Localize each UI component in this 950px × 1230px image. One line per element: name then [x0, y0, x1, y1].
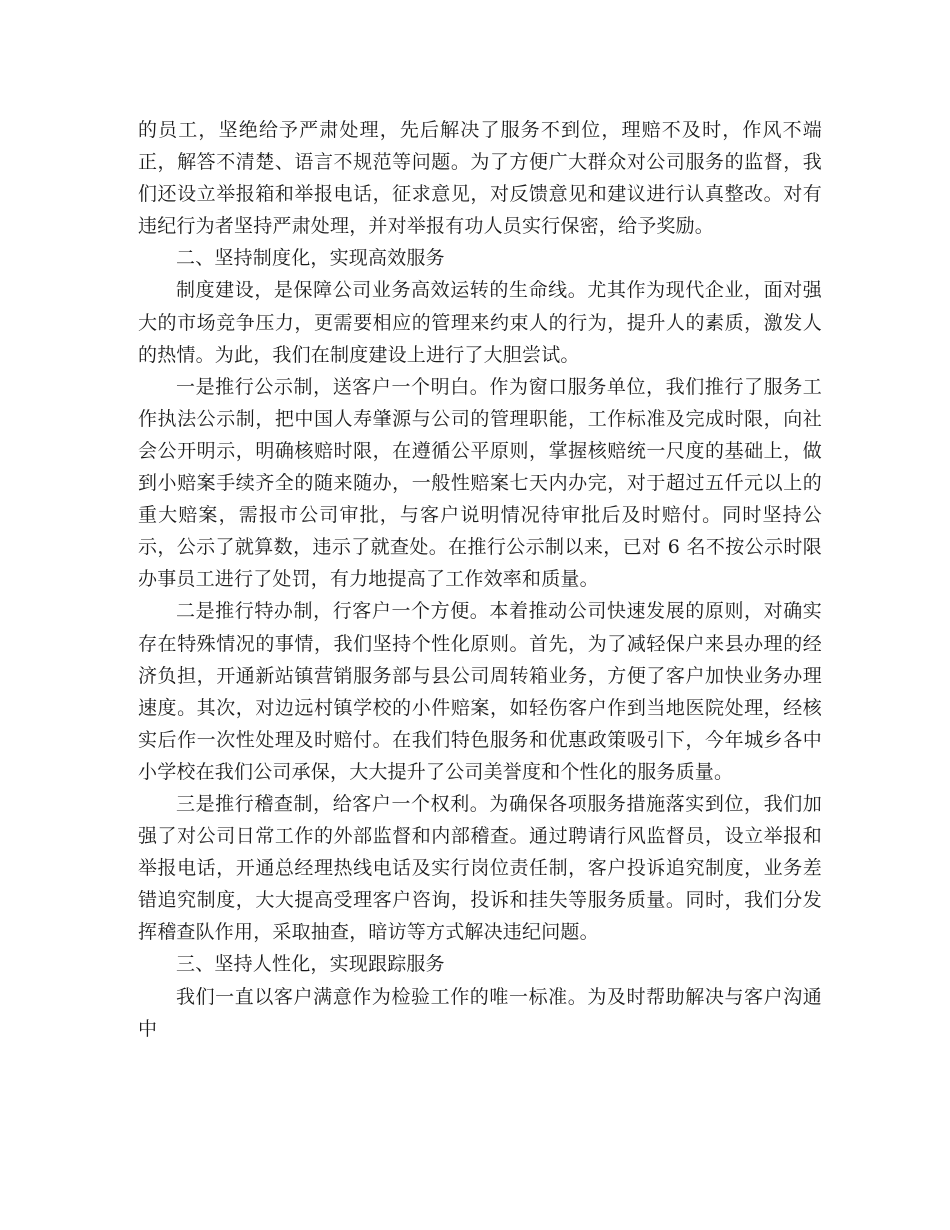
paragraph-system-building: 制度建设，是保障公司业务高效运转的生命线。尤其作为现代企业，面对强大的市场竞争压力，更需要相应的管理来约束人的行为，提升人的素质，激发人的热情。为此，我们在制度建设上进行了大胆尝试。 — [138, 279, 822, 366]
section-heading-humanization: 三、坚持人性化，实现跟踪服务 — [176, 953, 445, 976]
paragraph-customer-satisfaction: 我们一直以客户满意作为检验工作的唯一标准。为及时帮助解决与客户沟通中 — [138, 985, 822, 1040]
document-body — [138, 114, 822, 1045]
paragraph-inspection-system: 三是推行稽查制，给客户一个权利。为确保各项服务措施落实到位，我们加强了对公司日常工作的外部监督和内部稽查。通过聘请行风监督员，设立举报和举报电话，开通总经理热线电话及实行岗位责任制，客户投诉追究制度，业务差错追究制度，大大提高受理客户咨询，投诉和挂失等服务质量。同时，我们分发挥稽查队作用，采取抽查，暗访等方式解决违纪问题。 — [138, 792, 822, 944]
section-heading-institutionalization: 二、坚持制度化，实现高效服务 — [176, 247, 445, 270]
paragraph-publicity-system: 一是推行公示制，送客户一个明白。作为窗口服务单位，我们推行了服务工作执法公示制，把中国人寿肇源与公司的管理职能，工作标准及完成时限，向社会公开明示，明确核赔时限，在遵循公平原则，掌握核赔统一尺度的基础上，做到小赔案手续齐全的随来随办，一般性赔案七天内办完，对于超过五仟元以上的重大赔案，需报市公司审批，与客户说明情况待审批后及时赔付。同时坚持公示，公示了就算数，违示了就查处。在推行公示制以来，已对 6 名不按公示时限办事员工进行了处罚，有力地提高了工作效率和质量。 — [138, 375, 822, 591]
paragraph-special-handling-system: 二是推行特办制，行客户一个方便。本着推动公司快速发展的原则，对确实存在特殊情况的事情，我们坚持个性化原则。首先，为了减轻保户来县办理的经济负担，开通新站镇营销服务部与县公司周转箱业务，方便了客户加快业务办理速度。其次，对边远村镇学校的小件赔案，如轻伤客户作到当地医院处理，经核实后作一次性处理及时赔付。在我们特色服务和优惠政策吸引下，今年城乡各中小学校在我们公司承保，大大提升了公司美誉度和个性化的服务质量。 — [138, 600, 822, 783]
paragraph-continuation: 的员工，坚绝给予严肃处理，先后解决了服务不到位，理赔不及时，作风不端正，解答不清楚、语言不规范等问题。为了方便广大群众对公司服务的监督，我们还设立举报箱和举报电话，征求意见，对反馈意见和建议进行认真整改。对有违纪行为者坚持严肃处理，并对举报有功人员实行保密，给予奖励。 — [138, 119, 822, 238]
